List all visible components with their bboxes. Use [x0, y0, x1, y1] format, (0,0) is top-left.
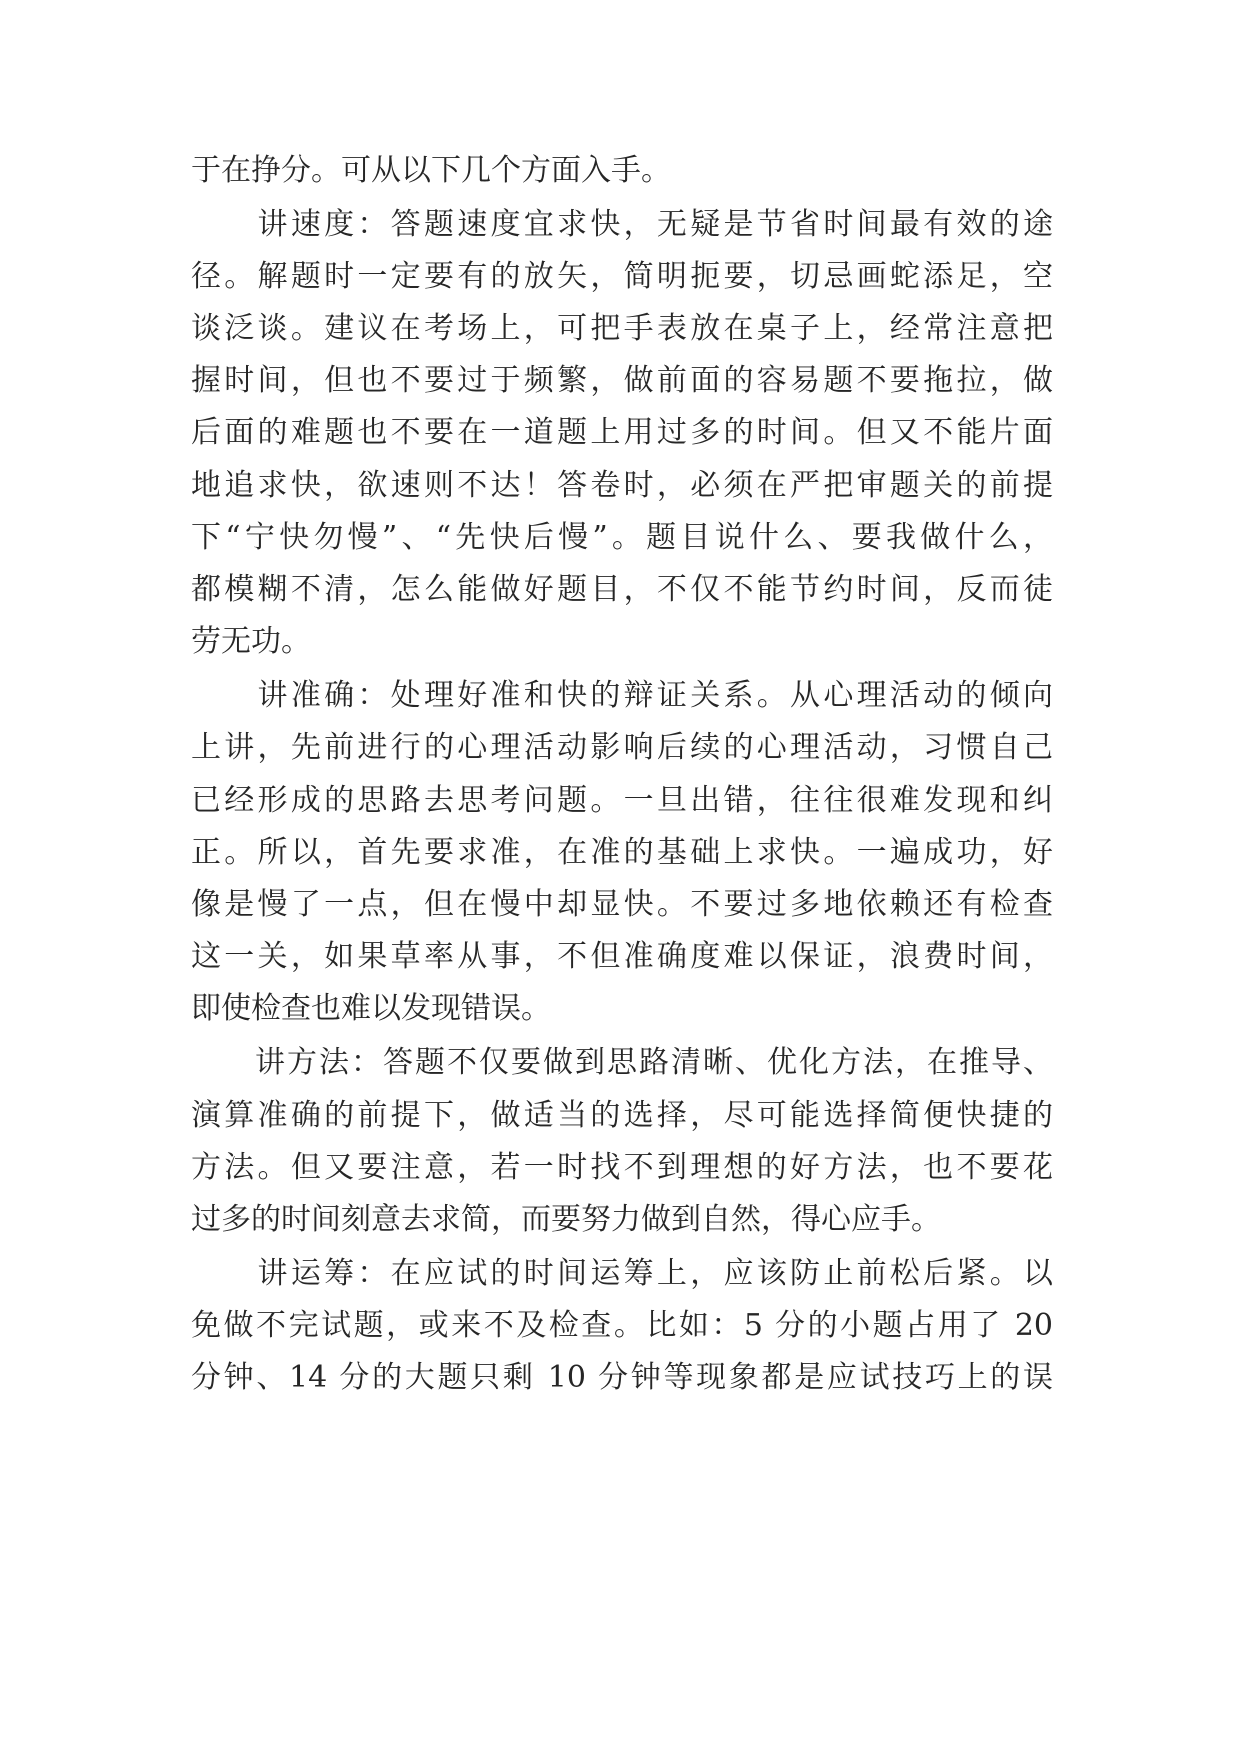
text-line-22: 讲运筹：在应试的时间运筹上，应该防止前松后紧。以 [191, 1256, 1053, 1291]
text-line-21: 过多的时间刻意去求简，而要努力做到自然，得心应手。 [191, 1202, 941, 1237]
text-line-7: 地追求快，欲速则不达！答卷时，必须在严把审题关的前提 [191, 468, 1053, 503]
text-line-5: 握时间，但也不要过于频繁，做前面的容易题不要拖拉，做 [191, 363, 1053, 398]
text-line-17: 即使检查也难以发现错误。 [191, 991, 551, 1026]
text-line-24: 分钟、14 分的大题只剩 10 分钟等现象都是应试技巧上的误 [191, 1360, 1053, 1395]
text-line-8: 下“宁快勿慢”、“先快后慢”。题目说什么、要我做什么， [191, 520, 1053, 555]
text-line-9: 都模糊不清，怎么能做好题目，不仅不能节约时间，反而徒 [191, 572, 1053, 607]
text-line-13: 已经形成的思路去思考问题。一旦出错，往往很难发现和纠 [191, 783, 1053, 818]
text-line-6: 后面的难题也不要在一道题上用过多的时间。但又不能片面 [191, 415, 1053, 450]
text-line-20: 方法。但又要注意，若一时找不到理想的好方法，也不要花 [191, 1150, 1053, 1185]
text-line-14: 正。所以，首先要求准，在准的基础上求快。一遍成功，好 [191, 835, 1053, 870]
text-line-12: 上讲，先前进行的心理活动影响后续的心理活动，习惯自己 [191, 730, 1053, 765]
text-line-1: 于在挣分。可从以下几个方面入手。 [191, 153, 671, 188]
text-line-19: 演算准确的前提下，做适当的选择，尽可能选择简便快捷的 [191, 1098, 1053, 1133]
text-line-3: 径。解题时一定要有的放矢，简明扼要，切忌画蛇添足，空 [191, 259, 1053, 294]
text-line-2: 讲速度：答题速度宜求快，无疑是节省时间最有效的途 [191, 207, 1053, 242]
text-line-11: 讲准确：处理好准和快的辩证关系。从心理活动的倾向 [191, 678, 1053, 713]
text-line-23: 免做不完试题，或来不及检查。比如：5 分的小题占用了 20 [191, 1308, 1053, 1343]
text-line-18: 讲方法：答题不仅要做到思路清晰、优化方法，在推导、 [191, 1045, 1053, 1080]
text-line-4: 谈泛谈。建议在考场上，可把手表放在桌子上，经常注意把 [191, 311, 1053, 346]
text-line-16: 这一关，如果草率从事，不但准确度难以保证，浪费时间， [191, 939, 1053, 974]
text-line-15: 像是慢了一点，但在慢中却显快。不要过多地依赖还有检查 [191, 887, 1053, 922]
text-line-10: 劳无功。 [191, 624, 311, 659]
